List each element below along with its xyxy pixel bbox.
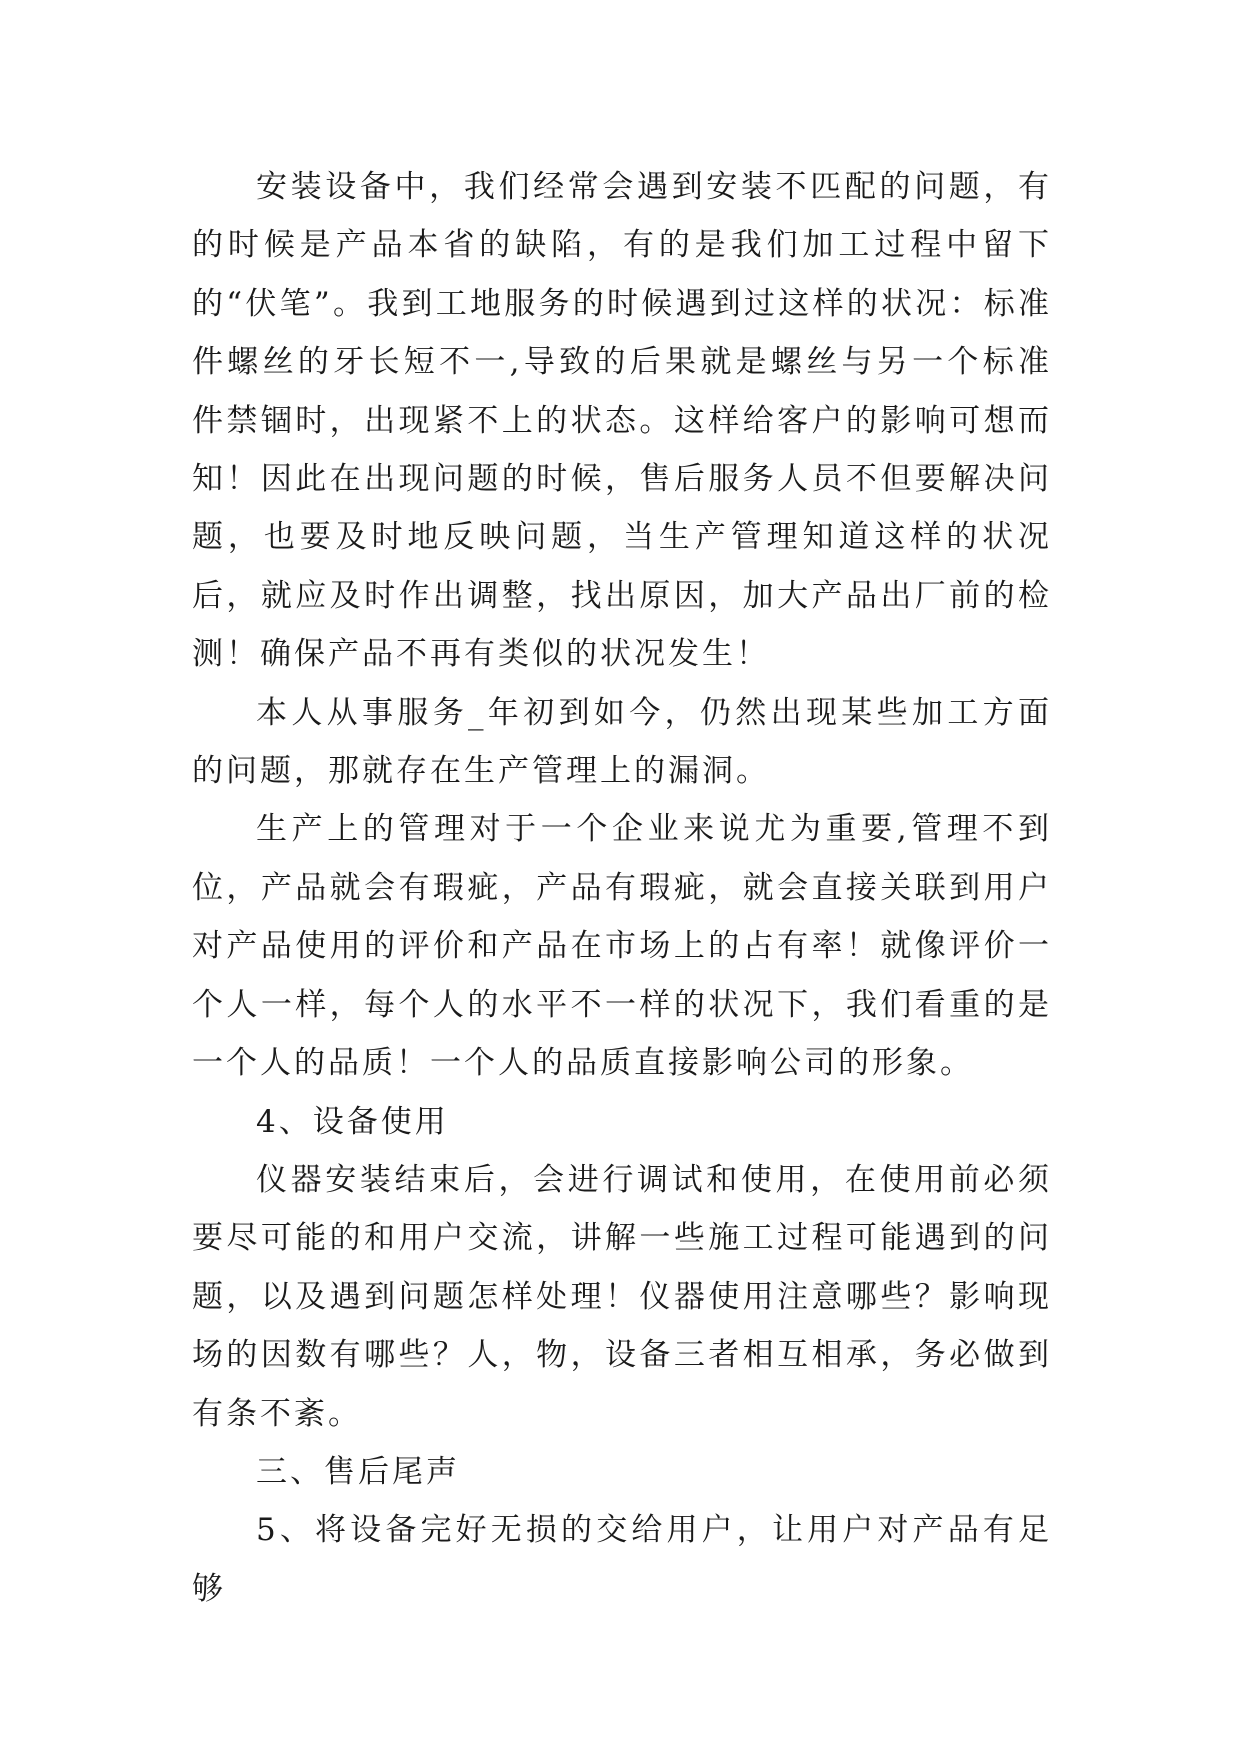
document-page: [192, 158, 1052, 1618]
paragraph-handover: 5、将设备完好无损的交给用户，让用户对产品有足够: [192, 1512, 1052, 1607]
heading-equipment-use: 4、设备使用: [256, 1103, 449, 1140]
paragraph-instrument-commissioning: 仪器安装结束后，会进行调试和使用，在使用前必须要尽可能的和用户交流，讲解一些施工过程可能遇到的问题，以及遇到问题怎样处理！仪器使用注意哪些？影响现场的因数有哪些？人，物，设备三者相互相承，务必做到有条不紊。: [192, 1161, 1052, 1432]
paragraph-production-management: 生产上的管理对于一个企业来说尤为重要,管理不到位，产品就会有瑕疵，产品有瑕疵，就会直接关联到用户对产品使用的评价和产品在市场上的占有率！就像评价一个人一样，每个人的水平不一样的状况下，我们看重的是一个人的品质！一个人的品质直接影响公司的形象。: [192, 811, 1052, 1082]
heading-after-sales-end: 三、售后尾声: [256, 1453, 460, 1490]
paragraph-service-years: 本人从事服务_年初到如今，仍然出现某些加工方面的问题，那就存在生产管理上的漏洞。: [192, 694, 1052, 790]
paragraph-installation-issues: 安装设备中，我们经常会遇到安装不匹配的问题，有的时候是产品本省的缺陷，有的是我们加工过程中留下的“伏笔”。我到工地服务的时候遇到过这样的状况：标准件螺丝的牙长短不一,导致的后果就是螺丝与另一个标准件禁锢时，出现紧不上的状态。这样给客户的影响可想而知！因此在出现问题的时候，售后服务人员不但要解决问题，也要及时地反映问题，当生产管理知道这样的状况后，就应及时作出调整，找出原因，加大产品出厂前的检测！确保产品不再有类似的状况发生！: [192, 169, 1052, 673]
